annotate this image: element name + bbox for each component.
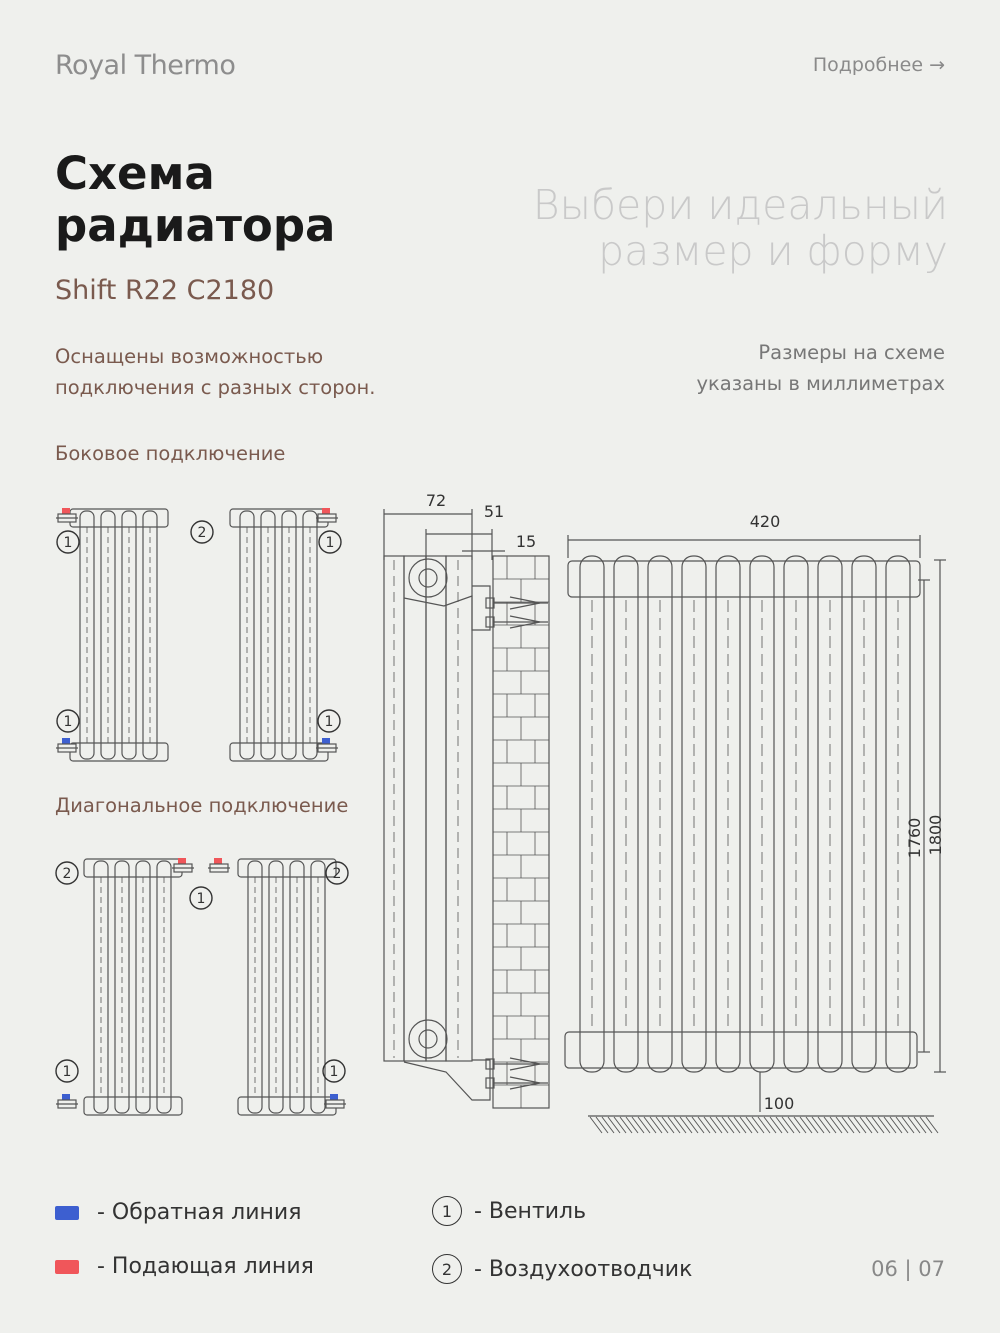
side-view-drawing <box>384 509 549 1108</box>
model-name: Shift R22 C2180 <box>55 275 275 306</box>
connection-valve-icon <box>324 1094 346 1108</box>
units-note: Размеры на схеме указаны в миллиметрах <box>696 341 945 395</box>
mini-radiator <box>230 509 328 761</box>
dim-offset-label: 51 <box>483 502 505 521</box>
mini-radiator <box>238 859 336 1115</box>
connection-valve-icon <box>56 738 78 752</box>
brand-logo: Royal Thermo <box>55 50 236 81</box>
bracket <box>404 586 490 630</box>
connection-valve-icon <box>316 508 338 522</box>
svg-text:1: 1 <box>196 891 206 907</box>
valve-marker <box>57 710 79 732</box>
radiator-tube <box>682 556 706 1072</box>
svg-text:1: 1 <box>325 535 335 551</box>
radiator-tube <box>716 556 740 1072</box>
radiator-tube <box>818 556 842 1072</box>
air-vent-marker <box>326 862 348 884</box>
mini-radiator <box>84 859 182 1115</box>
supply-line-swatch <box>55 1260 79 1274</box>
wall-anchor <box>486 616 548 628</box>
top-collector <box>568 561 920 597</box>
dim-total-height-label: 1800 <box>926 814 945 856</box>
valve-marker <box>323 1060 345 1082</box>
radiator-tube <box>852 556 876 1072</box>
connection-valve-icon <box>316 738 338 752</box>
diagonal-connection-heading: Диагональное подключение <box>55 794 349 817</box>
dim-floor-label: 100 <box>763 1094 795 1113</box>
svg-text:2: 2 <box>197 525 207 541</box>
page-title: Схема радиатора <box>55 147 336 252</box>
wall-anchor <box>486 1058 548 1070</box>
wall-anchor <box>486 597 548 609</box>
connection-valve-icon <box>172 858 194 872</box>
more-link-label: Подробнее <box>812 54 924 76</box>
valve-marker-icon: 1 <box>432 1196 462 1226</box>
radiator-tube <box>886 556 910 1072</box>
arrow-right-icon: → <box>929 54 945 76</box>
radiator-tube <box>750 556 774 1072</box>
mini-radiator <box>70 509 168 761</box>
valve-marker <box>190 887 212 909</box>
svg-text:1: 1 <box>63 714 73 730</box>
legend-return-line: - Обратная линия <box>55 1200 301 1225</box>
air-vent-marker-icon: 2 <box>432 1254 462 1284</box>
valve-marker <box>57 531 79 553</box>
svg-text:1: 1 <box>329 1064 339 1080</box>
connection-valve-icon <box>208 858 230 872</box>
valve-marker <box>56 1060 78 1082</box>
radiator-tube <box>648 556 672 1072</box>
legend-valve: 1 - Вентиль <box>432 1196 586 1226</box>
valve-marker <box>318 710 340 732</box>
radiator-tube <box>784 556 808 1072</box>
svg-text:1: 1 <box>63 535 73 551</box>
side-connection-heading: Боковое подключение <box>55 442 286 465</box>
connection-valve-icon <box>56 508 78 522</box>
front-view-drawing <box>565 535 946 1133</box>
svg-text:1: 1 <box>324 714 334 730</box>
valve-marker <box>319 531 341 553</box>
return-line-swatch <box>55 1206 79 1220</box>
tagline: Выбери идеальный размер и форму <box>532 181 948 275</box>
air-vent-marker <box>56 862 78 884</box>
svg-text:1: 1 <box>62 1064 72 1080</box>
svg-text:2: 2 <box>332 866 342 882</box>
bracket <box>404 1060 490 1100</box>
connection-valve-icon <box>56 1094 78 1108</box>
wall <box>493 556 549 1108</box>
wall-anchor <box>486 1077 548 1089</box>
radiator-tube <box>580 556 604 1072</box>
dim-gap-label: 15 <box>515 532 537 551</box>
air-vent-marker <box>191 521 213 543</box>
dim-depth-label: 72 <box>425 491 447 510</box>
legend-supply-line: - Подающая линия <box>55 1254 314 1279</box>
bottom-collector <box>565 1032 917 1068</box>
connection-description: Оснащены возможностью подключения с разных сторон. <box>55 345 376 399</box>
dim-axis-height-label: 1760 <box>905 817 924 859</box>
legend-air-vent: 2 - Воздухоотводчик <box>432 1254 692 1284</box>
floor-hatch <box>588 1116 938 1133</box>
svg-text:2: 2 <box>62 866 72 882</box>
dim-width-label: 420 <box>749 512 781 531</box>
radiator-tube <box>614 556 638 1072</box>
page-indicator: 06 | 07 <box>871 1257 945 1281</box>
